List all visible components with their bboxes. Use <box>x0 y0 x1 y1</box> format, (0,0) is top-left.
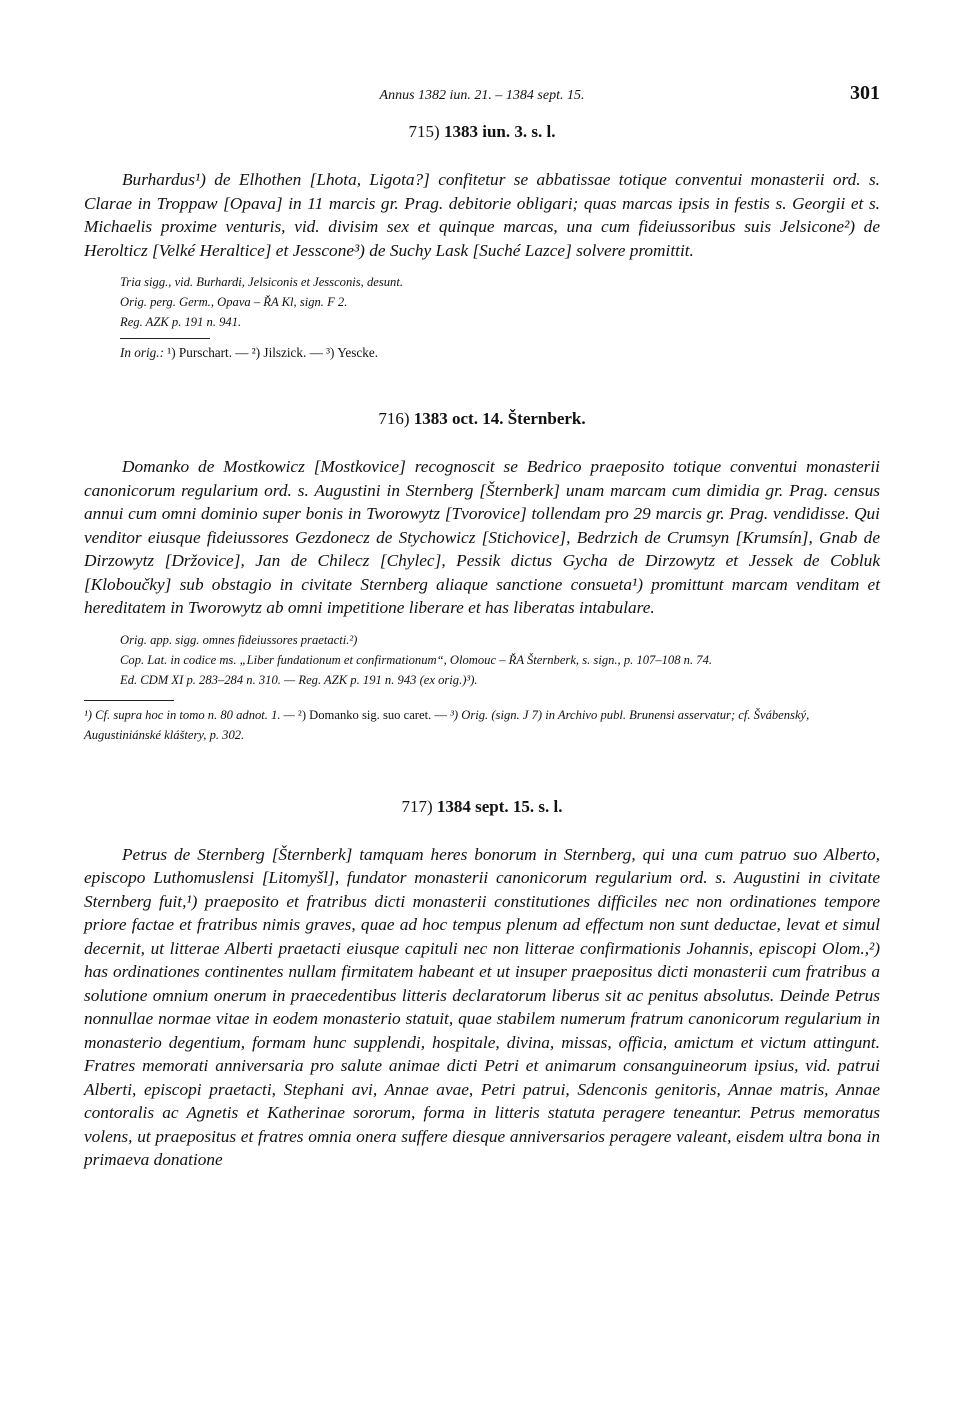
note-seals: Tria sigg., vid. Burhardi, Jelsiconis et Jessconis, desunt. <box>120 275 403 289</box>
entry-date: 1384 sept. 15. s. l. <box>436 796 563 816</box>
footnote-prefix: In orig.: <box>120 345 164 360</box>
entry-717-heading <box>84 797 880 817</box>
entry-715-notes <box>120 272 880 363</box>
entry-date: 1383 oct. 14. Šternberk. <box>413 409 586 428</box>
entry-number: 717) <box>401 796 433 816</box>
entry-715-regest <box>84 168 880 262</box>
entry-716-heading <box>84 409 880 429</box>
entry-date: 1383 iun. 3. s. l. <box>443 122 556 141</box>
footnote-1: ¹) Cf. supra hoc in tomo n. 80 adnot. 1. — <box>84 707 295 722</box>
entry-716-notes <box>120 630 880 690</box>
running-head <box>84 78 880 114</box>
entry-716-regest <box>84 455 880 620</box>
note-original: Orig. perg. Germ., Opava – ŘA Kl, sign. F 2. <box>120 295 348 309</box>
note-register: Reg. AZK p. 191 n. 941. <box>120 315 242 329</box>
regest-text: Burhardus¹) de Elhothen [Lhota, Ligota?] confitetur se abbatissae totique conventui monasterii ord. s. Clarae in Troppaw [Opava] in 11 marcis gr. Prag. debitorie obligari; quas marcas ipsis in festis s. Georgii et s. Michaelis proxime venturis, vid. divisim sex et quinque marcas, una cum fideiussoribus suis Jelsicone²) de Herolticz [Velké Heraltice] et Jesscone³) de Suchy Lask [Suché Lazce] solvere promittit. <box>84 170 880 260</box>
entry-715-heading <box>84 122 880 142</box>
entry-716-footnotes <box>84 705 880 745</box>
page-number: 301 <box>850 82 880 104</box>
note-copy: Cop. Lat. in codice ms. „Liber fundationum et confirmationum“, Olomouc – ŘA Šternberk, s. sign., p. 107–108 n. 74. <box>120 652 713 667</box>
footnote-rule <box>120 338 210 339</box>
entry-715-footnotes <box>120 343 880 363</box>
entry-number: 716) <box>378 409 410 428</box>
regest-text: Domanko de Mostkowicz [Mostkovice] recognoscit se Bedrico praeposito totique conventui monasterii canonicorum regularium ord. s. Augustini in Sternberg [Šternberk] unam marcam cum dimidia gr. Prag. census annui cum omni dominio super bonis in Tworowytz [Tvorovice] tollendam pro 29 marcis gr. Prag. vendidisse. Qui venditor eiusque fideiussores Gezdonecz de Stychowicz [Stichovice], Bedrzich de Crumsyn [Krumsín], Gnab de Dirzowytz [Držovice], Jan de Chilecz [Chylec], Pessik dictus Gycha de Dirzowytz et Jessek de Cobluk [Kloboučky] sub obstagio in civitate Sternberg aliaque sanctione consueta¹) promittunt marcam venditam et hereditatem in Tworowytz ab omni impetitione liberare et has liberatas intabulare. <box>84 457 880 617</box>
running-title: Annus 1382 iun. 21. – 1384 sept. 15. <box>379 88 585 103</box>
footnote-2: ²) Domanko sig. suo caret. — <box>298 707 447 722</box>
note-edition: Ed. CDM XI p. 283–284 n. 310. — Reg. AZK p. 191 n. 943 (ex orig.)³). <box>120 672 478 687</box>
regest-text: Petrus de Sternberg [Šternberk] tamquam heres bonorum in Sternberg, qui una cum patruo suo Alberto, episcopo Luthomuslensi [Litomyšl], fundator monasterii canonicorum regularium ord. s. Augustini in civitate Sternberg fuit,¹) praeposito et fratribus dicti monasterii constitutiones difficiles nec non ordinationes tempore priore factae et fratribus nimis graves, quae ad hoc tempus plenum ad effectum non sunt deductae, levat et simul decernit, ut litterae Alberti praetacti eiusque capituli nec non litterae confirmationis Johannis, episcopi Olom.,²) has ordinationes continentes nullam firmitatem habeant et ut insuper praepositus dicti monasterii cum fratribus a solutione omnium onerum in praecedentibus litteris declaratorum liberus sit ac penitus absolutus. Deinde Petrus nonnullae normae vitae in eodem monasterio statuit, quae stabilem numerum fratrum canonicorum regularium in monasterio degentium, formam hunc supplendi, hospitale, divina, missas, officia, amictum et victum attingunt. Fratres memorati anniversaria pro salute animae dicti Petri et animarum consanguineorum ipsius, vid. patrui Alberti, episcopi praetacti, Stephani avi, Annae avae, Petri patrui, Sdenconis genitoris, Annae matris, Annae contoralis ac Agnetis et Katherinae sororum, forma in litteris statuta peragere teneantur. Petrus memoratus volens, ut praepositus et fratres omnia onera suffere diesque anniversarios peragere valeant, eisdem ultra bona in primaeva donatione <box>84 844 880 1169</box>
footnote-3: ³) Orig. (sign. J 7) in Archivo publ. Brunensi asservatur; cf. Švábenský, Augustiniánské kláštery, p. 302. <box>84 707 810 742</box>
entry-717-regest <box>84 843 880 1172</box>
entry-number: 715) <box>408 122 440 141</box>
footnote-text: ¹) Purschart. — ²) Jilszick. — ³) Yescke. <box>167 345 379 360</box>
document-page <box>84 78 880 1172</box>
footnote-rule <box>84 700 174 701</box>
note-seals: Orig. app. sigg. omnes fideiussores praetacti.²) <box>120 632 358 647</box>
